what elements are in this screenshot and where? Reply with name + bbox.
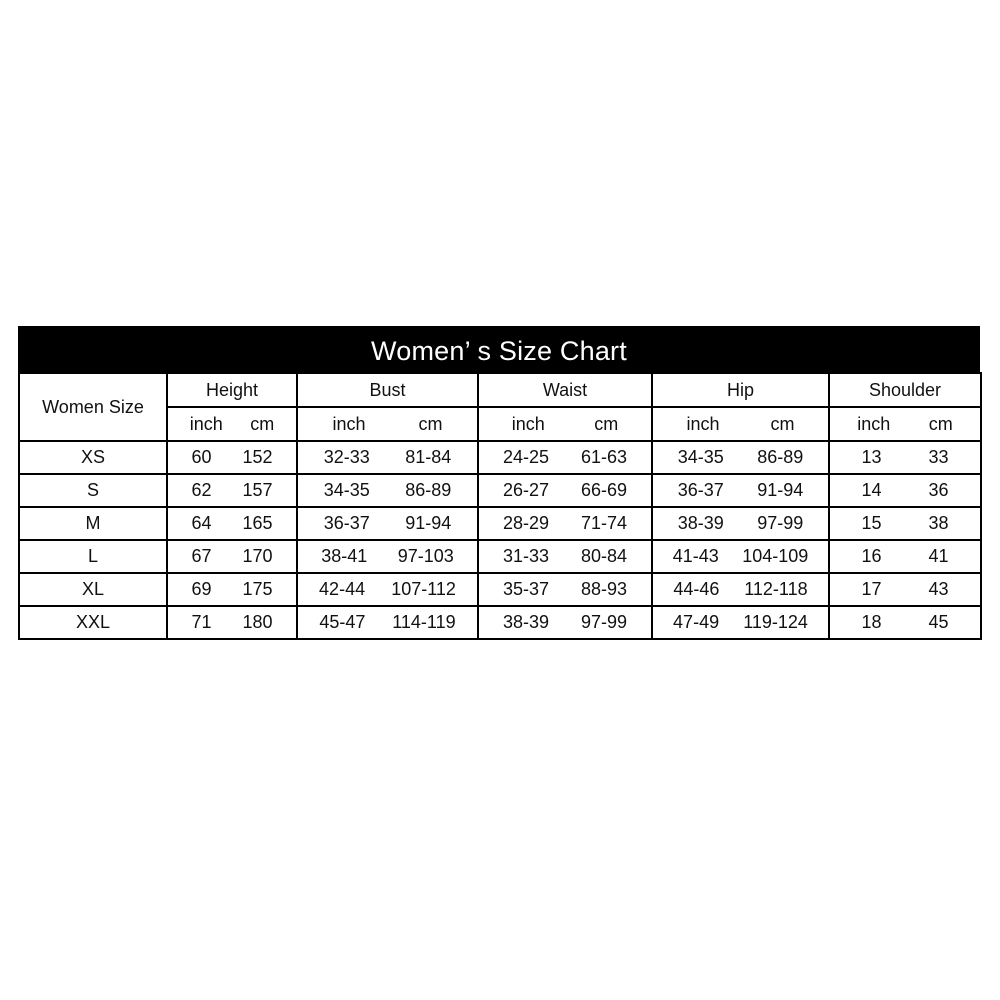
height-inch-value: 60 [191, 447, 212, 467]
hip-cm-value: 91-94 [757, 480, 804, 500]
waist-inch-value: 31-33 [502, 546, 550, 566]
bust-cm-value: 107-112 [391, 579, 456, 599]
bust-inch-value: 36-37 [323, 513, 370, 533]
bust-cm-value: 97-103 [397, 546, 454, 566]
height-cell [167, 540, 297, 573]
shoulder-cm-value: 36 [928, 480, 949, 500]
unit-label: cm [418, 413, 443, 434]
hip-cell [652, 507, 829, 540]
bust-cm-value: 86-89 [405, 480, 452, 500]
unit-label: inch [686, 413, 720, 434]
hip-cm-value: 97-99 [757, 513, 804, 533]
waist-cm-value: 80-84 [580, 546, 628, 566]
waist-cm-value: 97-99 [580, 612, 628, 632]
height-cm-value: 152 [242, 447, 273, 467]
group-header-shoulder: Shoulder [829, 373, 981, 407]
hip-inch-value: 38-39 [677, 513, 724, 533]
bust-cell [297, 507, 478, 540]
height-cm-value: 175 [242, 579, 273, 599]
table-row [19, 606, 981, 639]
waist-cell [478, 474, 652, 507]
unit-header-shoulder [829, 407, 981, 441]
waist-inch-value: 35-37 [502, 579, 550, 599]
bust-cell [297, 540, 478, 573]
bust-cell [297, 441, 478, 474]
bust-inch-value: 34-35 [323, 480, 370, 500]
shoulder-inch-value: 18 [861, 612, 882, 632]
group-header-waist: Waist [478, 373, 652, 407]
hip-cell [652, 606, 829, 639]
unit-header-bust [297, 407, 478, 441]
group-header-hip: Hip [652, 373, 829, 407]
hip-inch-value: 47-49 [673, 612, 720, 632]
hip-cm-value: 104-109 [742, 546, 809, 566]
waist-cell [478, 540, 652, 573]
hip-cell [652, 441, 829, 474]
waist-inch-value: 28-29 [502, 513, 550, 533]
shoulder-inch-value: 17 [861, 579, 882, 599]
waist-inch-value: 24-25 [502, 447, 550, 467]
hip-cell [652, 573, 829, 606]
group-header-row [19, 373, 981, 407]
group-header-bust: Bust [297, 373, 478, 407]
size-label: L [19, 540, 167, 573]
shoulder-cell [829, 606, 981, 639]
waist-cell [478, 507, 652, 540]
bust-inch-value: 45-47 [319, 612, 366, 632]
hip-inch-value: 41-43 [672, 546, 719, 566]
shoulder-cm-value: 45 [928, 612, 949, 632]
shoulder-cell [829, 540, 981, 573]
height-cell [167, 441, 297, 474]
waist-cell [478, 606, 652, 639]
chart-title: Women’ s Size Chart [18, 326, 980, 373]
shoulder-cell [829, 507, 981, 540]
bust-cell [297, 573, 478, 606]
waist-cm-value: 71-74 [580, 513, 628, 533]
hip-cm-value: 112-118 [744, 579, 808, 599]
shoulder-inch-value: 13 [861, 447, 882, 467]
table-row [19, 474, 981, 507]
size-label: S [19, 474, 167, 507]
hip-cm-value: 86-89 [757, 447, 804, 467]
waist-cell [478, 441, 652, 474]
unit-header-hip [652, 407, 829, 441]
unit-label: inch [857, 413, 891, 434]
height-inch-value: 64 [191, 513, 212, 533]
unit-label: inch [511, 413, 545, 434]
unit-label: inch [332, 413, 366, 434]
bust-cm-value: 91-94 [405, 513, 452, 533]
shoulder-cm-value: 41 [928, 546, 949, 566]
shoulder-cm-value: 33 [928, 447, 949, 467]
waist-cm-value: 66-69 [580, 480, 628, 500]
hip-cell [652, 540, 829, 573]
height-cm-value: 180 [242, 612, 273, 632]
table-row [19, 507, 981, 540]
shoulder-inch-value: 14 [861, 480, 882, 500]
table-row [19, 441, 981, 474]
height-inch-value: 69 [191, 579, 212, 599]
table-row [19, 573, 981, 606]
height-cm-value: 157 [242, 480, 273, 500]
height-cell [167, 573, 297, 606]
shoulder-cell [829, 441, 981, 474]
bust-cell [297, 606, 478, 639]
size-column-header: Women Size [19, 373, 167, 441]
hip-inch-value: 44-46 [673, 579, 720, 599]
unit-label: cm [928, 413, 953, 434]
height-cell [167, 474, 297, 507]
unit-header-waist [478, 407, 652, 441]
height-cell [167, 507, 297, 540]
hip-cell [652, 474, 829, 507]
shoulder-cm-value: 43 [928, 579, 949, 599]
height-cell [167, 606, 297, 639]
unit-label: cm [250, 413, 275, 434]
shoulder-inch-value: 15 [861, 513, 882, 533]
height-cm-value: 165 [242, 513, 273, 533]
bust-inch-value: 42-44 [319, 579, 366, 599]
size-table [18, 372, 982, 640]
size-label: M [19, 507, 167, 540]
size-chart [18, 326, 980, 652]
height-cm-value: 170 [242, 546, 273, 566]
shoulder-cell [829, 573, 981, 606]
unit-label: inch [189, 413, 223, 434]
hip-inch-value: 34-35 [677, 447, 724, 467]
unit-label: cm [594, 413, 619, 434]
hip-inch-value: 36-37 [677, 480, 724, 500]
size-label: XL [19, 573, 167, 606]
hip-cm-value: 119-124 [743, 612, 808, 632]
waist-cm-value: 61-63 [580, 447, 628, 467]
group-header-height: Height [167, 373, 297, 407]
waist-cm-value: 88-93 [580, 579, 628, 599]
bust-cell [297, 474, 478, 507]
bust-cm-value: 114-119 [392, 612, 456, 632]
height-inch-value: 71 [191, 612, 212, 632]
shoulder-inch-value: 16 [861, 546, 882, 566]
height-inch-value: 67 [191, 546, 212, 566]
bust-inch-value: 38-41 [321, 546, 368, 566]
waist-inch-value: 26-27 [502, 480, 550, 500]
waist-inch-value: 38-39 [502, 612, 550, 632]
size-label: XXL [19, 606, 167, 639]
size-label: XS [19, 441, 167, 474]
bust-cm-value: 81-84 [405, 447, 452, 467]
height-inch-value: 62 [191, 480, 212, 500]
waist-cell [478, 573, 652, 606]
table-row [19, 540, 981, 573]
bust-inch-value: 32-33 [323, 447, 370, 467]
shoulder-cell [829, 474, 981, 507]
shoulder-cm-value: 38 [928, 513, 949, 533]
unit-header-height [167, 407, 297, 441]
unit-label: cm [770, 413, 795, 434]
